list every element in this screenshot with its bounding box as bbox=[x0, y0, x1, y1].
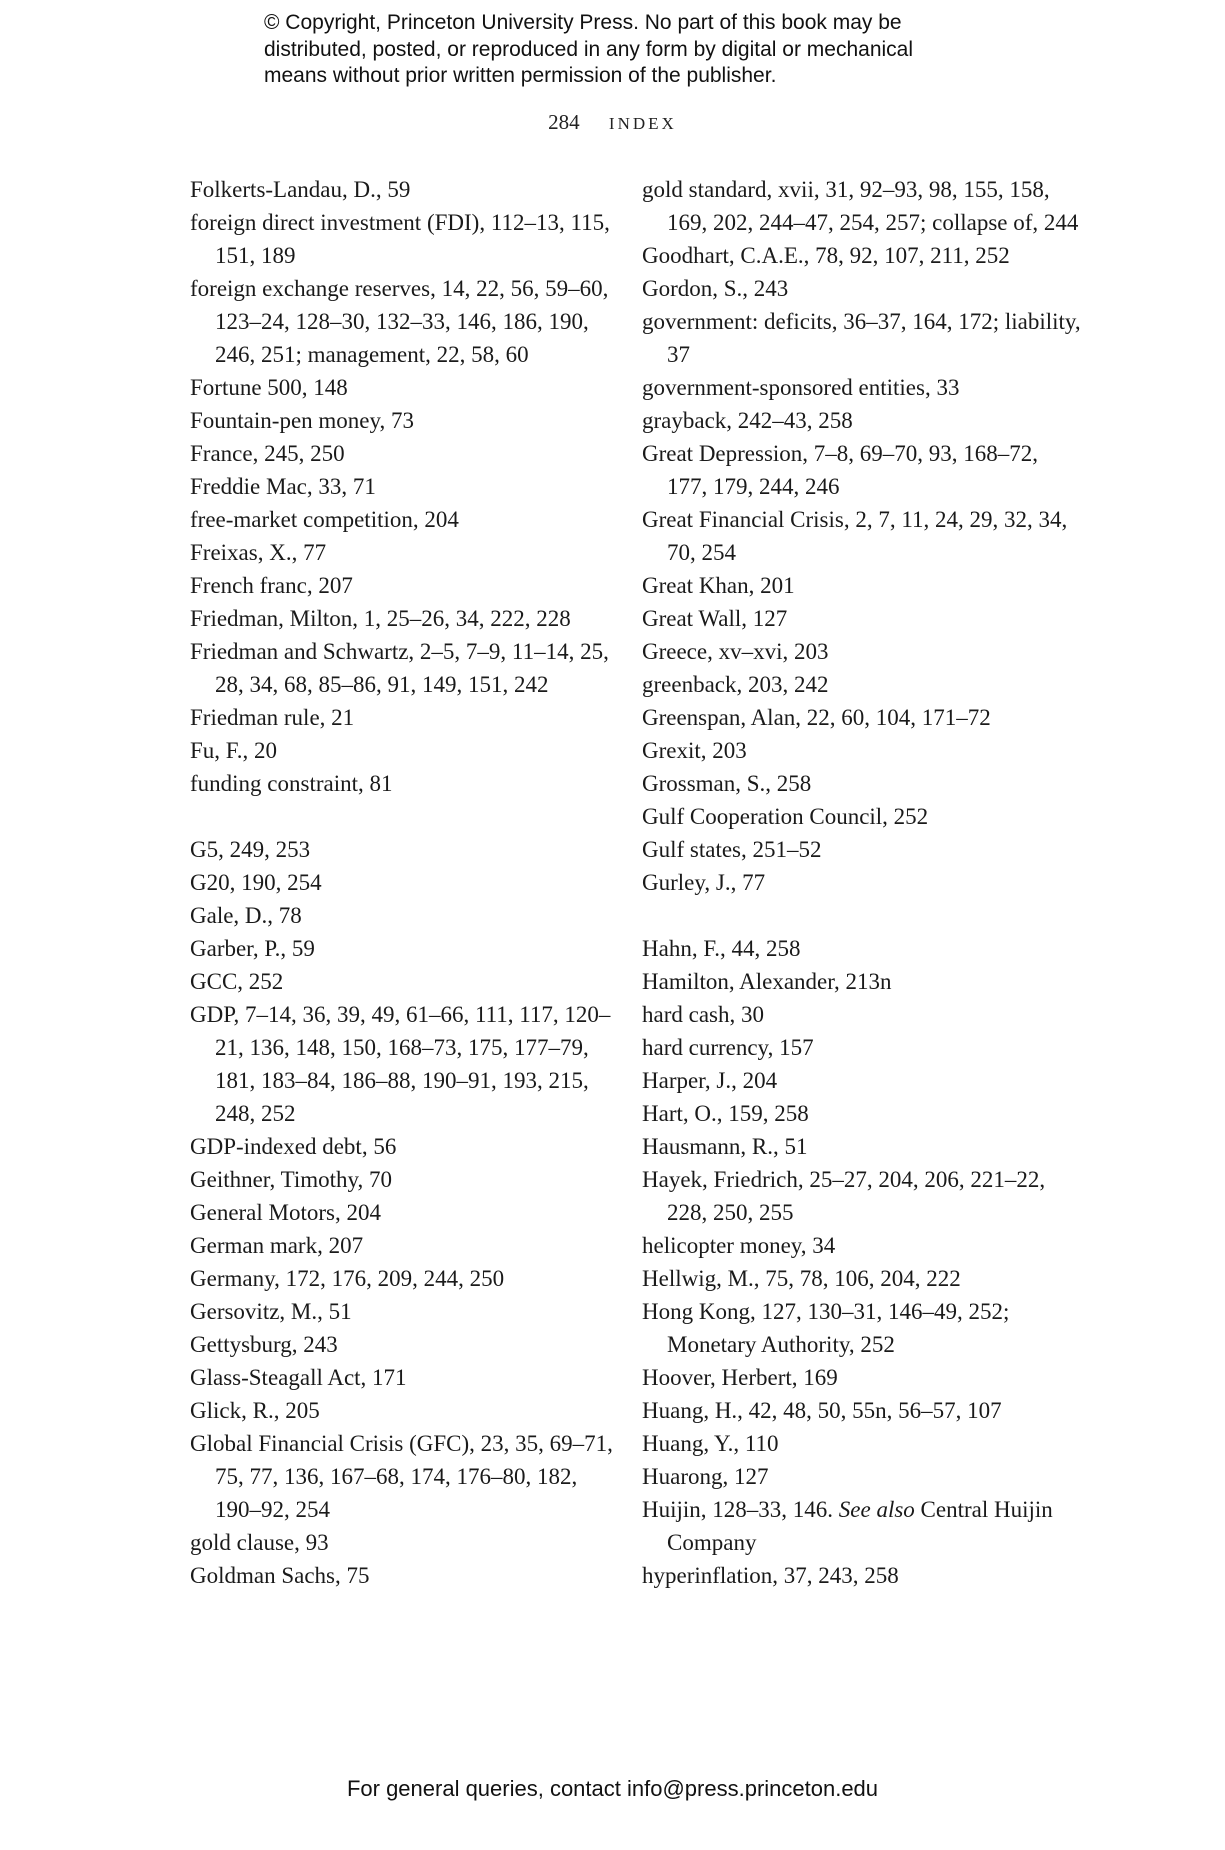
index-entry: French franc, 207 bbox=[190, 573, 353, 598]
index-entry: funding constraint, 81 bbox=[190, 771, 393, 796]
index-entry: General Motors, 204 bbox=[190, 1200, 381, 1225]
index-entry: Goldman Sachs, 75 bbox=[190, 1563, 370, 1588]
index-entry: government: deficits, 36–37, 164, 172; liability, 37 bbox=[642, 309, 1081, 367]
index-entry: GCC, 252 bbox=[190, 969, 284, 994]
index-entry: Fortune 500, 148 bbox=[190, 375, 348, 400]
index-entry: GDP, 7–14, 36, 39, 49, 61–66, 111, 117, 120–21, 136, 148, 150, 168–73, 175, 177–79, 181, 183–84, 186–88, 190–91, 193, 215, 248, 252 bbox=[190, 1002, 611, 1126]
index-entry: free-market competition, 204 bbox=[190, 507, 459, 532]
index-entry: Huijin, 128–33, 146. See also Central Huijin Company bbox=[642, 1497, 1053, 1555]
index-entry: Folkerts-Landau, D., 59 bbox=[190, 177, 411, 202]
index-entry: Geithner, Timothy, 70 bbox=[190, 1167, 393, 1192]
index-entry: Gettysburg, 243 bbox=[190, 1332, 338, 1357]
index-entry: Freixas, X., 77 bbox=[190, 540, 327, 565]
copyright-line: means without prior written permission of the publisher. bbox=[264, 64, 777, 87]
index-entry: gold clause, 93 bbox=[190, 1530, 329, 1555]
index-entry: Glick, R., 205 bbox=[190, 1398, 320, 1423]
index-entry: Hart, O., 159, 258 bbox=[642, 1101, 809, 1126]
index-entry: Hellwig, M., 75, 78, 106, 204, 222 bbox=[642, 1266, 961, 1291]
index-entry: GDP-indexed debt, 56 bbox=[190, 1134, 397, 1159]
index-entry: Gordon, S., 243 bbox=[642, 276, 789, 301]
index-entry: greenback, 203, 242 bbox=[642, 672, 829, 697]
index-entry: Hong Kong, 127, 130–31, 146–49, 252; Monetary Authority, 252 bbox=[642, 1299, 1010, 1357]
index-entry: Hayek, Friedrich, 25–27, 204, 206, 221–22, 228, 250, 255 bbox=[642, 1167, 1046, 1225]
index-entry: Fu, F., 20 bbox=[190, 738, 277, 763]
index-entry: Huang, H., 42, 48, 50, 55n, 56–57, 107 bbox=[642, 1398, 1002, 1423]
index-entry: hard cash, 30 bbox=[642, 1002, 764, 1027]
index-entry: Hahn, F., 44, 258 bbox=[642, 936, 801, 961]
index-entry: Greenspan, Alan, 22, 60, 104, 171–72 bbox=[642, 705, 991, 730]
index-entry: G5, 249, 253 bbox=[190, 837, 311, 862]
page-number: 284 bbox=[548, 110, 580, 134]
index-entry: Grexit, 203 bbox=[642, 738, 747, 763]
index-entry: foreign direct investment (FDI), 112–13, 115, 151, 189 bbox=[190, 210, 610, 268]
index-entry: Friedman, Milton, 1, 25–26, 34, 222, 228 bbox=[190, 606, 571, 631]
index-entry: Germany, 172, 176, 209, 244, 250 bbox=[190, 1266, 505, 1291]
index-entry: Friedman rule, 21 bbox=[190, 705, 355, 730]
index-entry: Hausmann, R., 51 bbox=[642, 1134, 808, 1159]
letter-group-spacer bbox=[190, 800, 620, 833]
copyright-line: distributed, posted, or reproduced in any form by digital or mechanical bbox=[264, 37, 914, 61]
index-entry: Harper, J., 204 bbox=[642, 1068, 778, 1093]
footer-contact: For general queries, contact info@press.princeton.edu bbox=[346, 1776, 879, 1801]
index-column-left bbox=[190, 173, 620, 1592]
index-entry: Glass-Steagall Act, 171 bbox=[190, 1365, 407, 1390]
index-entry: hyperinflation, 37, 243, 258 bbox=[642, 1563, 899, 1588]
index-column-right bbox=[642, 173, 1082, 1592]
index-entry: Goodhart, C.A.E., 78, 92, 107, 211, 252 bbox=[642, 243, 1010, 268]
index-entry: Gulf states, 251–52 bbox=[642, 837, 822, 862]
index-entry: German mark, 207 bbox=[190, 1233, 364, 1258]
index-entry: government-sponsored entities, 33 bbox=[642, 375, 960, 400]
index-entry: foreign exchange reserves, 14, 22, 56, 59–60, 123–24, 128–30, 132–33, 146, 186, 190, 246, 251; management, 22, 58, 60 bbox=[190, 276, 609, 367]
index-entry: Hamilton, Alexander, 213n bbox=[642, 969, 892, 994]
copyright-notice bbox=[264, 10, 1024, 90]
index-entry: Gersovitz, M., 51 bbox=[190, 1299, 352, 1324]
index-entry: Friedman and Schwartz, 2–5, 7–9, 11–14, 25, 28, 34, 68, 85–86, 91, 149, 151, 242 bbox=[190, 639, 609, 697]
index-entry: Gale, D., 78 bbox=[190, 903, 302, 928]
index-entry: Great Wall, 127 bbox=[642, 606, 788, 631]
index-entry: Garber, P., 59 bbox=[190, 936, 315, 961]
copyright-line: © Copyright, Princeton University Press. No part of this book may be bbox=[264, 11, 902, 34]
index-entry: France, 245, 250 bbox=[190, 441, 345, 466]
index-entry: Fountain-pen money, 73 bbox=[190, 408, 415, 433]
index-entry: helicopter money, 34 bbox=[642, 1233, 836, 1258]
index-entry: Greece, xv–xvi, 203 bbox=[642, 639, 829, 664]
index-entry: Huang, Y., 110 bbox=[642, 1431, 779, 1456]
running-head bbox=[0, 110, 1225, 135]
index-entry: Great Financial Crisis, 2, 7, 11, 24, 29, 32, 34, 70, 254 bbox=[642, 507, 1068, 565]
index-entry: Great Khan, 201 bbox=[642, 573, 795, 598]
index-entry: Hoover, Herbert, 169 bbox=[642, 1365, 838, 1390]
index-entry: Freddie Mac, 33, 71 bbox=[190, 474, 376, 499]
index-entry: Gulf Cooperation Council, 252 bbox=[642, 804, 929, 829]
index-entry: Grossman, S., 258 bbox=[642, 771, 812, 796]
section-title: INDEX bbox=[608, 114, 677, 133]
index-entry: Global Financial Crisis (GFC), 23, 35, 69–71, 75, 77, 136, 167–68, 174, 176–80, 182, 190–92, 254 bbox=[190, 1431, 613, 1522]
index-entry: gold standard, xvii, 31, 92–93, 98, 155, 158, 169, 202, 244–47, 254, 257; collapse of, 244 bbox=[642, 177, 1079, 235]
index-entry: G20, 190, 254 bbox=[190, 870, 322, 895]
letter-group-spacer bbox=[642, 899, 1082, 932]
index-entry: Gurley, J., 77 bbox=[642, 870, 766, 895]
index-entry: Huarong, 127 bbox=[642, 1464, 769, 1489]
index-entry: Great Depression, 7–8, 69–70, 93, 168–72, 177, 179, 244, 246 bbox=[642, 441, 1039, 499]
index-entry: hard currency, 157 bbox=[642, 1035, 814, 1060]
index-entry: grayback, 242–43, 258 bbox=[642, 408, 853, 433]
